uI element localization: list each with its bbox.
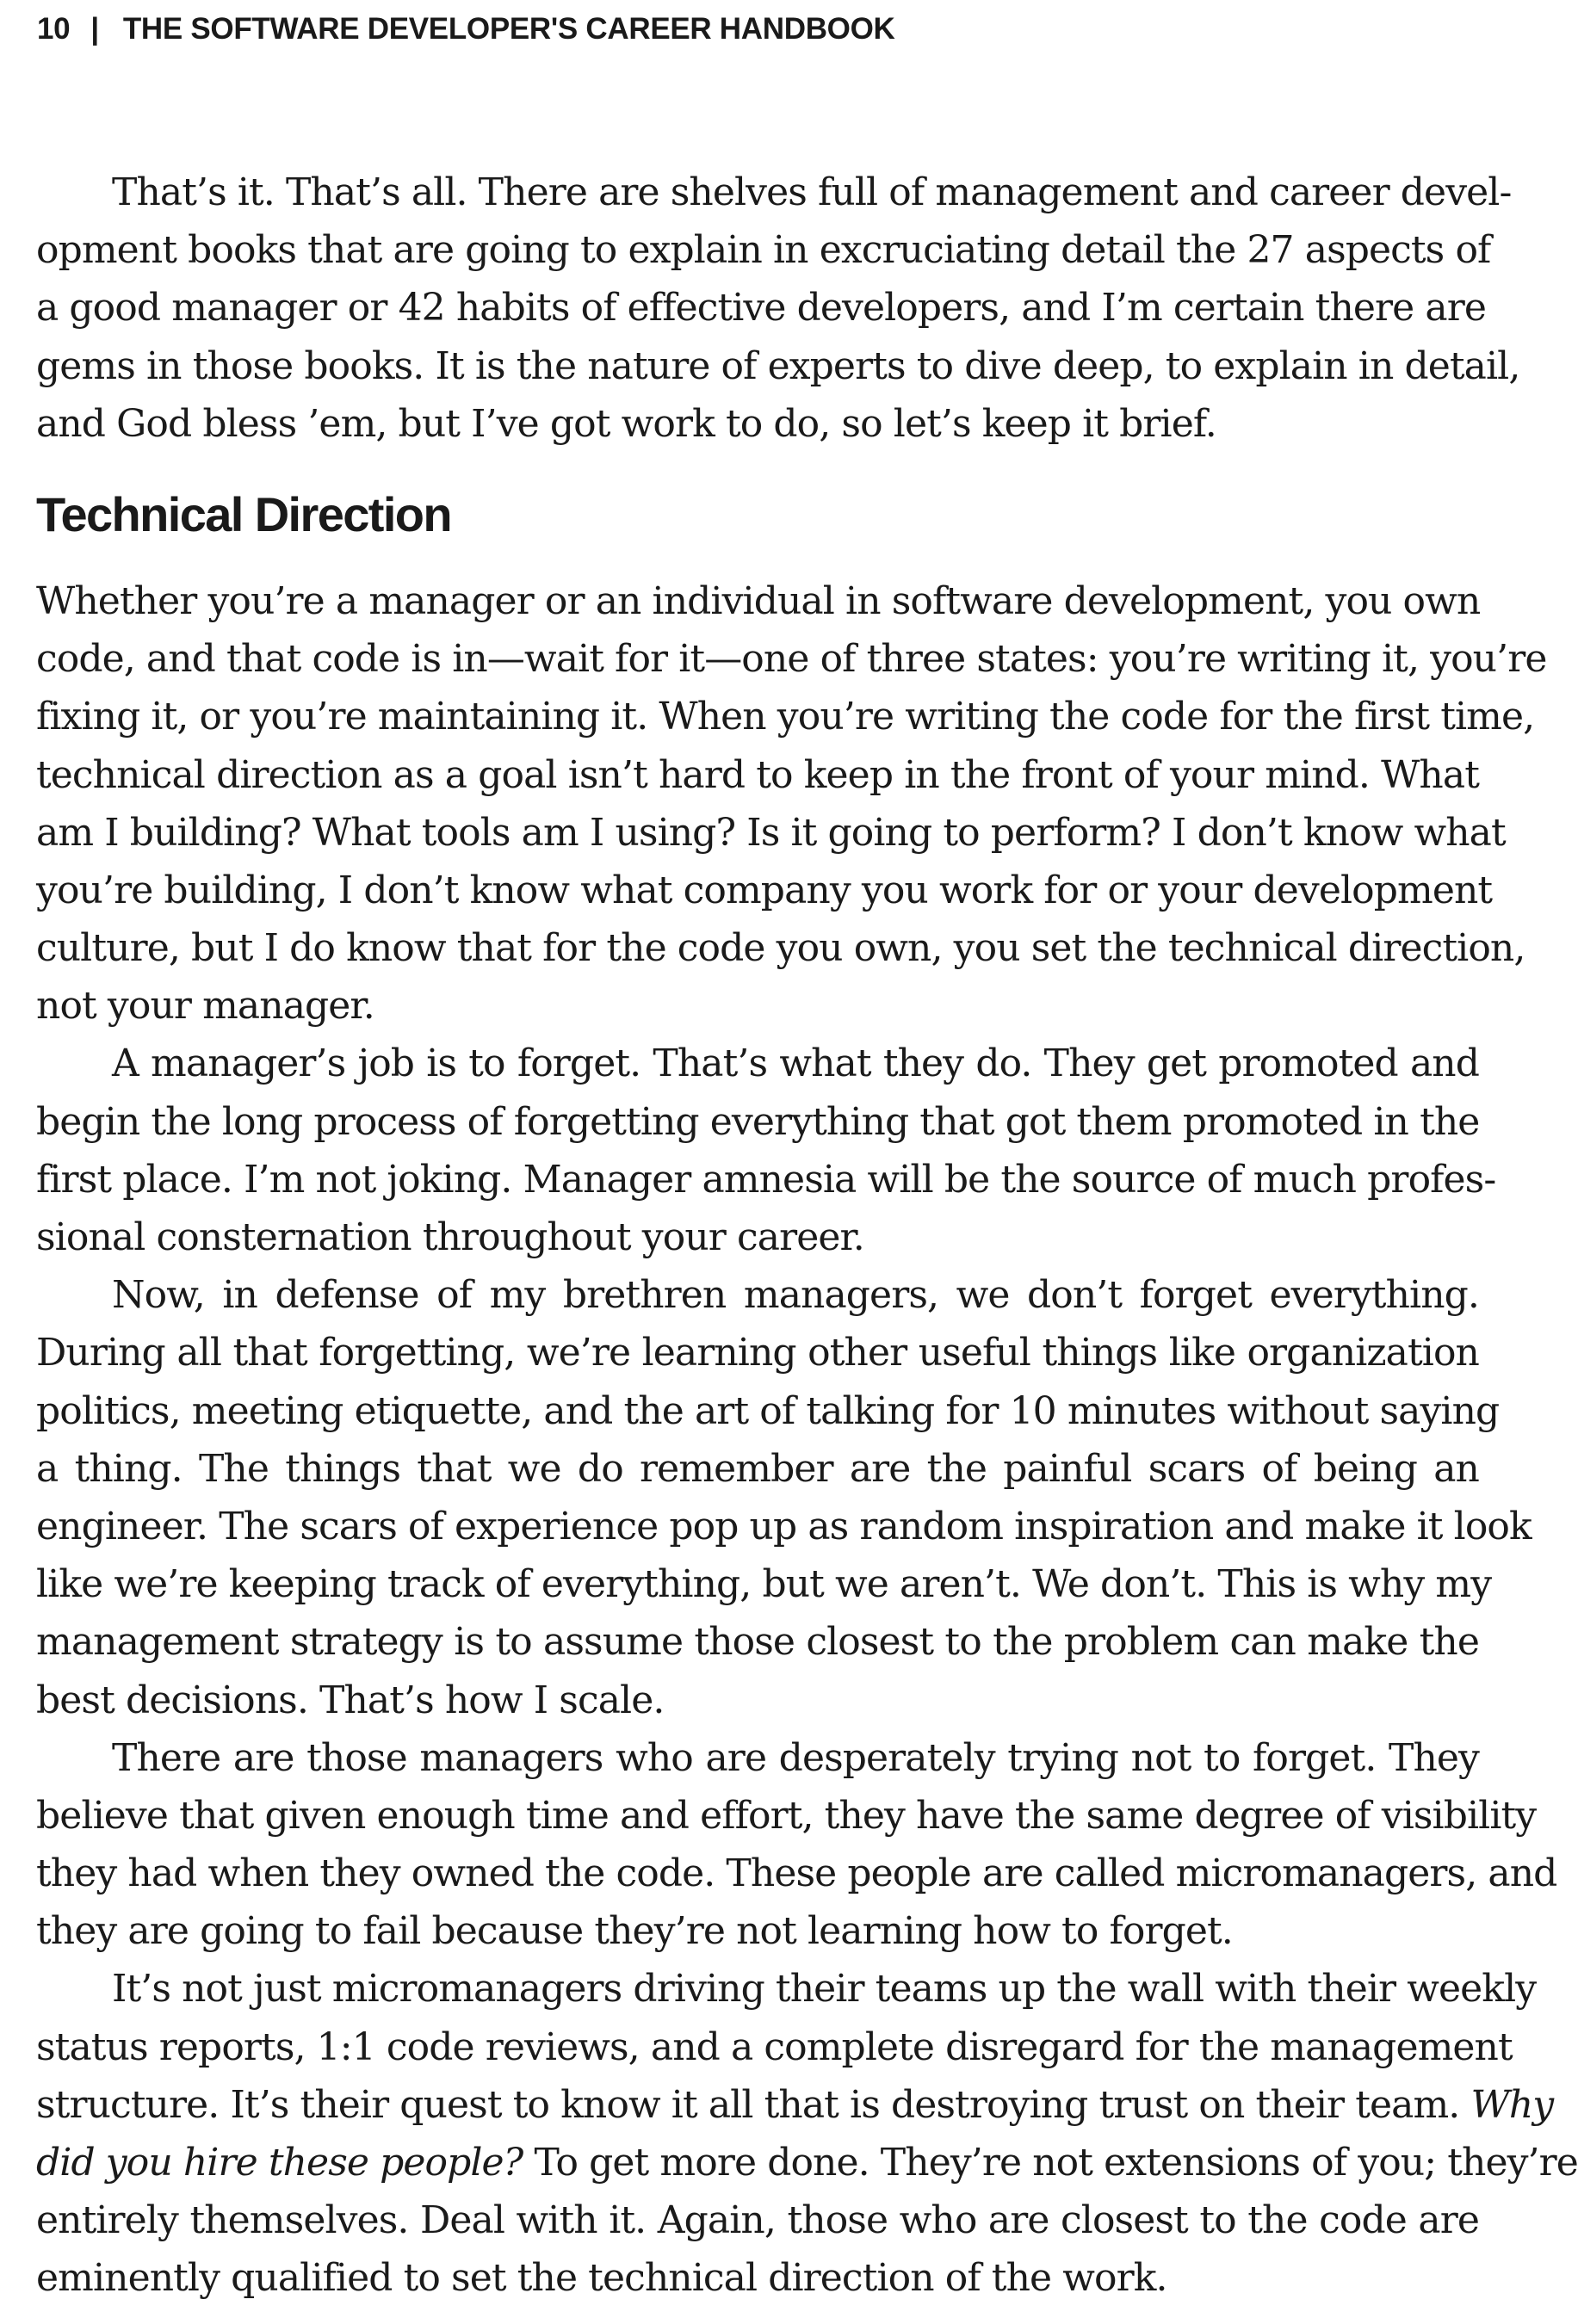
text-line: first place. I’m not joking. Manager amnesia will be the source of much profes-	[36, 1157, 1496, 1202]
header-separator: |	[90, 12, 99, 46]
text-line: status reports, 1:1 code reviews, and a complete disregard for the management	[36, 2024, 1513, 2069]
text-line: There are those managers who are desperately trying not to forget. They	[112, 1735, 1479, 1780]
text-line: technical direction as a goal isn’t hard to keep in the front of your mind. What	[36, 752, 1479, 797]
text-line: entirely themselves. Deal with it. Again, those who are closest to the code are	[36, 2198, 1479, 2243]
text-line: A manager’s job is to forget. That’s what they do. They get promoted and	[112, 1041, 1479, 1086]
text-line: engineer. The scars of experience pop up as random inspiration and make it look	[36, 1504, 1532, 1548]
text-line: begin the long process of forgetting everything that got them promoted in the	[36, 1099, 1480, 1144]
text-line: fixing it, or you’re maintaining it. When you’re writing the code for the first time,	[36, 695, 1535, 739]
text-line: best decisions. That’s how I scale.	[36, 1678, 665, 1722]
emphasis-text: did you hire these people?	[36, 2141, 523, 2185]
text-span: To get more done. They’re not extensions of you; they’re	[523, 2141, 1578, 2185]
paragraph	[36, 572, 1547, 1035]
section-heading: Technical Direction	[36, 486, 452, 541]
text-line: gems in those books. It is the nature of experts to dive deep, to explain in detail,	[36, 343, 1520, 388]
text-line: they had when they owned the code. These people are called micromanagers, and	[36, 1851, 1557, 1896]
text-line: am I building? What tools am I using? Is it going to perform? I don’t know what	[36, 810, 1506, 855]
text-line: It’s not just micromanagers driving their teams up the wall with their weekly	[112, 1967, 1537, 2012]
text-line	[36, 2134, 1578, 2191]
text-line: politics, meeting etiquette, and the art of talking for 10 minutes without saying	[36, 1388, 1500, 1433]
text-line: code, and that code is in—wait for it—one of three states: you’re writing it, you’re	[36, 637, 1547, 682]
text-line: a thing. The things that we do remember are the painful scars of being an	[36, 1446, 1479, 1491]
paragraph	[36, 1035, 1496, 1266]
page-body	[36, 164, 1578, 2308]
page-number: 10	[37, 12, 71, 46]
intro-paragraph	[36, 164, 1520, 453]
text-line: they are going to fail because they’re not learning how to forget.	[36, 1909, 1233, 1954]
text-line	[36, 2076, 1554, 2134]
text-line: you’re building, I don’t know what company you work for or your development	[36, 868, 1493, 912]
text-line: eminently qualified to set the technical direction of the work.	[36, 2256, 1167, 2301]
text-line: management strategy is to assume those closest to the problem can make the	[36, 1620, 1479, 1665]
text-line: like we’re keeping track of everything, but we aren’t. We don’t. This is why my	[36, 1562, 1492, 1607]
text-line: Whether you’re a manager or an individual in software development, you own	[36, 578, 1481, 623]
running-header	[37, 12, 895, 46]
text-span: structure. It’s their quest to know it all that is destroying trust on their team.	[36, 2082, 1460, 2127]
text-line: Now, in defense of my brethren managers, we don’t forget everything.	[112, 1273, 1479, 1318]
paragraph	[36, 1266, 1532, 1729]
text-line: During all that forgetting, we’re learning other useful things like organization	[36, 1331, 1479, 1375]
text-line: culture, but I do know that for the code you own, you set the technical direction,	[36, 926, 1525, 971]
text-line: not your manager.	[36, 984, 374, 1029]
text-line: believe that given enough time and effort, they have the same degree of visibility	[36, 1793, 1537, 1838]
text-line: a good manager or 42 habits of effective developers, and I’m certain there are	[36, 286, 1486, 331]
paragraph	[36, 1960, 1578, 2307]
book-title: THE SOFTWARE DEVELOPER'S CAREER HANDBOOK	[122, 12, 895, 46]
text-line: and God bless ’em, but I’ve got work to do, so let’s keep it brief.	[36, 401, 1216, 446]
text-line: That’s it. That’s all. There are shelves full of management and career devel-	[112, 170, 1512, 214]
text-line: opment books that are going to explain in excruciating detail the 27 aspects of	[36, 228, 1491, 273]
text-line: sional consternation throughout your career.	[36, 1215, 864, 1259]
paragraph	[36, 1729, 1557, 1961]
emphasis-text: Why	[1470, 2082, 1554, 2127]
